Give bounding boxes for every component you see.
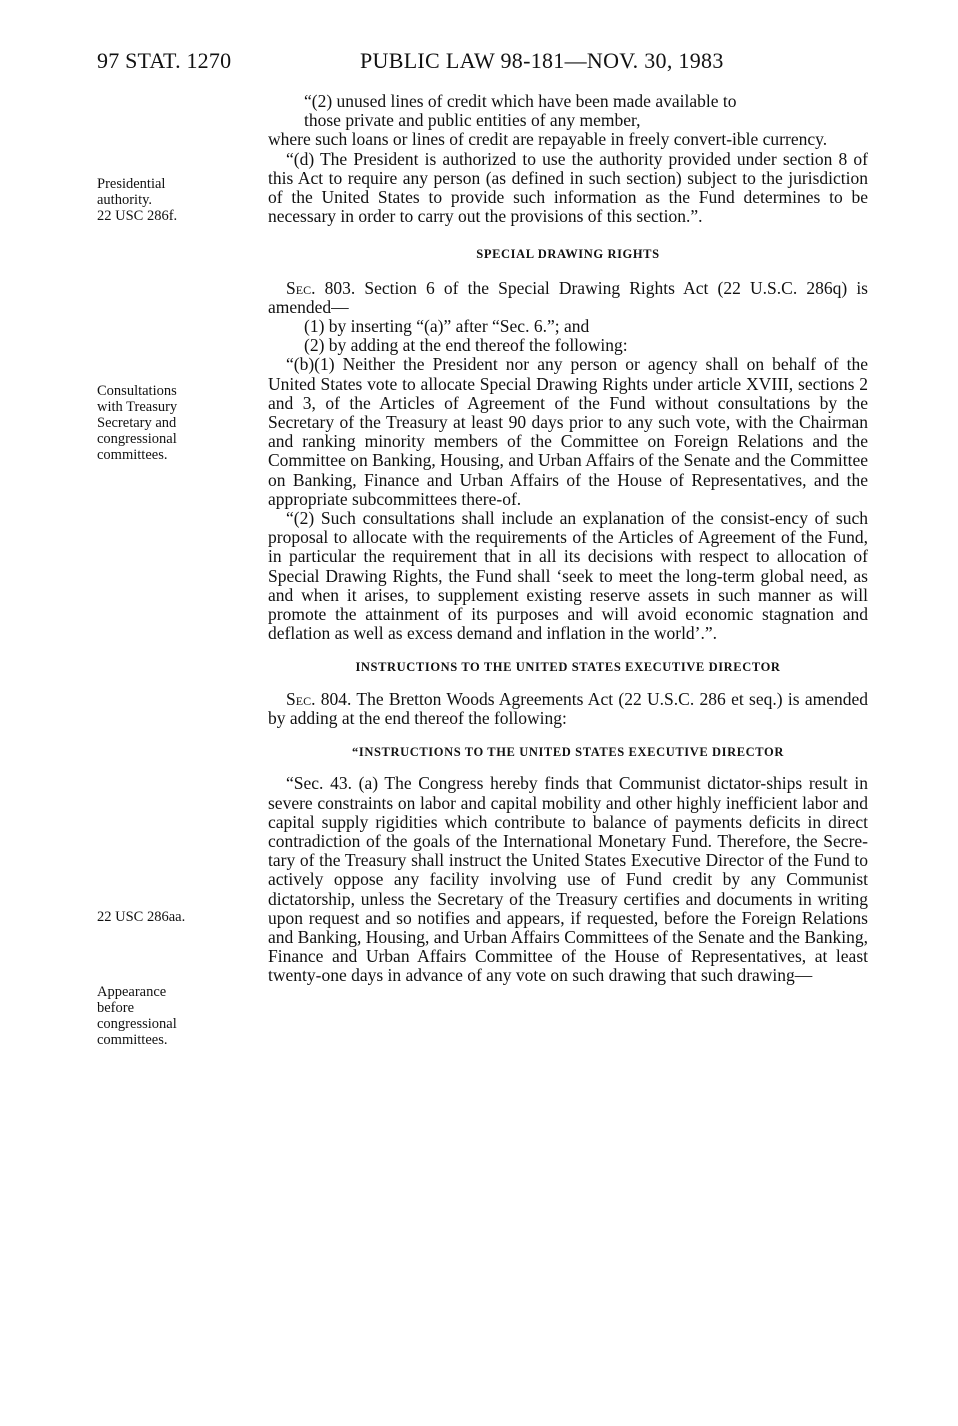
margin-note-line: 22 USC 286f. [97,208,178,224]
paragraph-subsection-b2: “(2) Such consultations shall include an explanation of the consist-ency of such proposal to allocate with the requirements of the Articles of Agreement of the Fund, in particular the requirement that in all its decisions with respect to allocation of Special Drawing Rights, the Fund shall ‘seek to meet the long-term global need, as and when it arises, to supplement existing reserve assets in such manner as will promote the attainment of its purposes and will avoid economic stagnation and deflation as well as excess demand and inflation in the world’.”. [268,508,868,644]
list-item-2: (2) by adding at the end thereof the following: [304,335,628,356]
sec-803-text: 803. Section 6 of the Special Drawing Rights Act (22 U.S.C. 286q) is amended— [268,277,868,317]
margin-note-line: before [97,1000,135,1016]
paragraph-sec-803 [268,279,868,317]
margin-note-line: authority. [97,192,153,208]
heading-instructions: INSTRUCTIONS TO THE UNITED STATES EXECUTIVE DIRECTOR [355,660,781,675]
paragraph-subsection-d: “(d) The President is authorized to use the authority provided under section 8 of this Act to require any person (as defined in such section) subject to the jurisdiction of the United States to provide such information as the Fund determines to be necessary in order to carry out the provisions of this section.”. [268,148,868,227]
paragraph-repayable: where such loans or lines of credit are repayable in freely convert-ible currency. [268,129,828,150]
margin-note-line: Secretary and [97,415,177,431]
margin-note-line: congressional [97,1016,177,1032]
paragraph-subsection-b1: “(b)(1) Neither the President nor any person or agency shall on behalf of the United States vote to allocate Special Drawing Rights under article XVIII, sections 2 and 3, of the Articles of Agreement of the Fund without consultations by the Secretary of the Treasury at least 90 days prior to any such vote, with the Chairman and ranking minority members of the Committee on Foreign Relations and the Committee on Banking, Housing, and Urban Affairs of the Senate and the Committee on Banking, Finance and Urban Affairs of the House of Representatives, and the appropriate subcommittees there-of. [268,354,868,509]
margin-note-line: with Treasury [97,399,178,415]
margin-note-consultations [97,383,237,463]
margin-note-line: Appearance [97,984,167,1000]
statute-body [268,92,868,986]
statute-page-number: 97 STAT. 1270 [97,48,232,73]
margin-note-presidential-authority [97,176,237,224]
heading-special-drawing-rights: SPECIAL DRAWING RIGHTS [476,247,660,262]
paragraph-private-entities: those private and public entities of any member, [304,110,641,131]
margin-note-line: congressional [97,431,177,447]
sec-804-text: 804. The Bretton Woods Agreements Act (22 U.S.C. 286 et seq.) is amended by adding at the end thereof the following: [268,688,868,728]
margin-note-line: Consultations [97,383,177,399]
running-head: PUBLIC LAW 98-181—NOV. 30, 1983 [360,48,724,73]
paragraph-sec-43: “Sec. 43. (a) The Congress hereby finds that Communist dictator-ships result in severe constraints on labor and capital mobility and other highly inefficient labor and capital supply rigidities which contribute to balance of payments deficits in direct contradiction of the goals of the International Monetary Fund. Therefore, the Secre-tary of the Treasury shall instruct the United States Executive Director of the Fund to actively oppose any facility involving use of Fund credit by any Communist dictatorship, unless the Secretary of the Treasury certifies and documents in writing upon request and so notifies and appears, if requested, before the Foreign Relations and Banking, Housing, and Urban Affairs Committees of the Senate and the Banking, Finance and Urban Affairs Committee of the House of Representatives, at least twenty-one days in advance of any vote on such drawing that such drawing— [268,773,868,986]
sec-label: Sec. [286,277,316,298]
paragraph-sec-804 [268,690,868,728]
sec-label: Sec. [286,688,316,709]
margin-note-appearance [97,984,237,1048]
margin-note-line: committees. [97,447,168,463]
margin-note-line: committees. [97,1032,168,1048]
heading-quoted-instructions: “INSTRUCTIONS TO THE UNITED STATES EXECUTIVE DIRECTOR [352,745,784,760]
paragraph-unused-lines: “(2) unused lines of credit which have been made available to [304,91,737,111]
margin-note-line: Presidential [97,176,166,192]
margin-note-22-usc-286aa: 22 USC 286aa. [97,909,186,925]
list-item-1: (1) by inserting “(a)” after “Sec. 6.”; and [304,316,590,337]
